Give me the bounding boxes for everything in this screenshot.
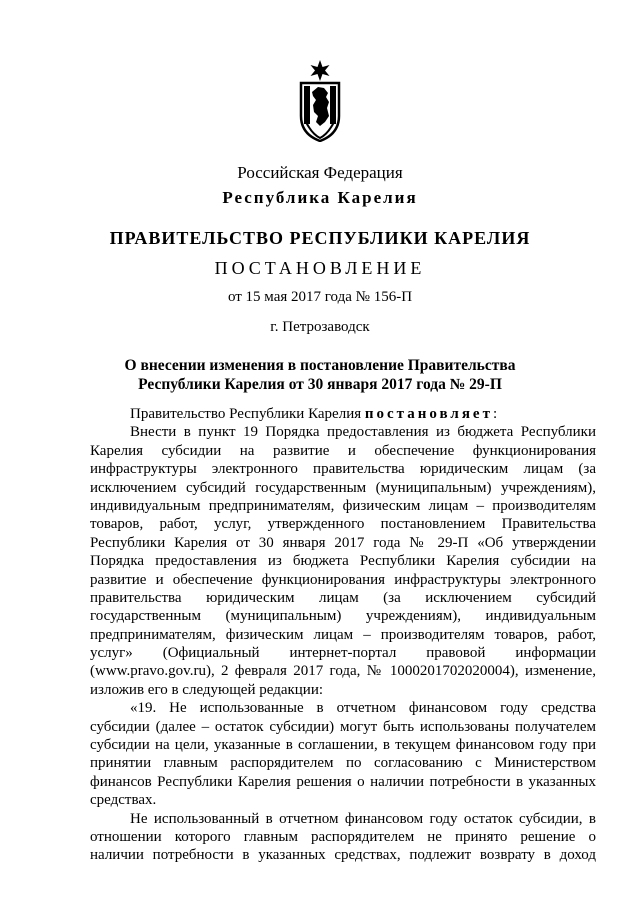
- p2-line: субсидии на цели, указанные в соглашении, в текущем финансовом году при: [90, 737, 596, 754]
- paragraph-2: [90, 699, 596, 809]
- paragraph-1: [90, 423, 596, 699]
- p2-line: субсидии (далее – остаток субсидии) могут быть использованы получателем: [90, 718, 596, 735]
- document-title-line-2: Республики Карелия от 30 января 2017 года № 29-П: [138, 376, 502, 393]
- p1-line: товаров, работ, услуг, утвержденного постановлением Правительства: [90, 516, 596, 533]
- p1-line: Внести в пункт 19 Порядка предоставления из бюджета Республики: [130, 424, 596, 441]
- document-city: г. Петрозаводск: [270, 319, 370, 335]
- p1-line: услуг» (Официальный интернет-портал правовой информации: [90, 645, 596, 662]
- country-name: Российская Федерация: [237, 163, 403, 182]
- document-title-line-1: О внесении изменения в постановление Правительства: [124, 357, 516, 374]
- p1-line: Порядка предоставления из бюджета Республики Карелия субсидии на: [90, 553, 596, 570]
- government-name: ПРАВИТЕЛЬСТВО РЕСПУБЛИКИ КАРЕЛИЯ: [109, 228, 531, 248]
- p1-line: предпринимателям, физическим лицам – производителям товаров, работ,: [90, 626, 596, 643]
- document-type: ПОСТАНОВЛЕНИЕ: [214, 258, 426, 278]
- p2-line: «19. Не использованные в отчетном финансовом году средства: [130, 700, 596, 717]
- p1-line: государственным (муниципальным) учреждениям), индивидуальным: [90, 608, 596, 625]
- p3-line: Не использованный в отчетном финансовом году остаток субсидии, в: [130, 810, 596, 827]
- p3-line: наличии потребности в указанных средствах, подлежит возврату в доход: [90, 847, 596, 864]
- p1-line: Республики Карелия от 30 января 2017 года № 29-П «Об утверждении: [90, 534, 596, 551]
- document-body: [90, 405, 596, 865]
- document-date-number: от 15 мая 2017 года № 156-П: [227, 289, 413, 305]
- p2-line: средствах.: [90, 792, 157, 809]
- p1-line: индивидуальным предпринимателям, физическим лицам – производителям: [90, 497, 596, 514]
- p1-line: инфраструктуры электронного правительства юридическим лицам (за: [90, 461, 596, 478]
- p2-line: финансов Республики Карелия решения о наличии потребности в указанных: [90, 773, 596, 790]
- p2-line: принятии главным распорядителем по согласованию с Министерством: [90, 755, 596, 772]
- republic-name: Республика Карелия: [222, 188, 418, 207]
- intro-line: [90, 405, 596, 423]
- p1-line: Карелия субсидии на развитие и обеспечение функционирования: [90, 442, 596, 459]
- p1-line: правительства юридическим лицам (за исключением субсидий: [90, 589, 596, 606]
- p1-line: исключением субсидий государственным (муниципальным) учреждениям),: [90, 479, 596, 496]
- intro-decree-word: постановляет: [364, 406, 493, 422]
- p1-line: (www.pravo.gov.ru), 2 февраля 2017 года, № 1000201702020004), изменение,: [90, 663, 596, 680]
- p1-line: развитие и обеспечение функционирования инфраструктуры электронного: [90, 571, 596, 588]
- coat-of-arms-emblem: [298, 60, 342, 142]
- p3-line: отношении которого главным распорядителем не принято решение о: [90, 828, 596, 845]
- paragraph-3: [90, 810, 596, 865]
- p1-line: изложив его в следующей редакции:: [90, 681, 324, 698]
- intro-prefix: Правительство Республики Карелия: [130, 406, 365, 422]
- intro-suffix: :: [492, 406, 498, 422]
